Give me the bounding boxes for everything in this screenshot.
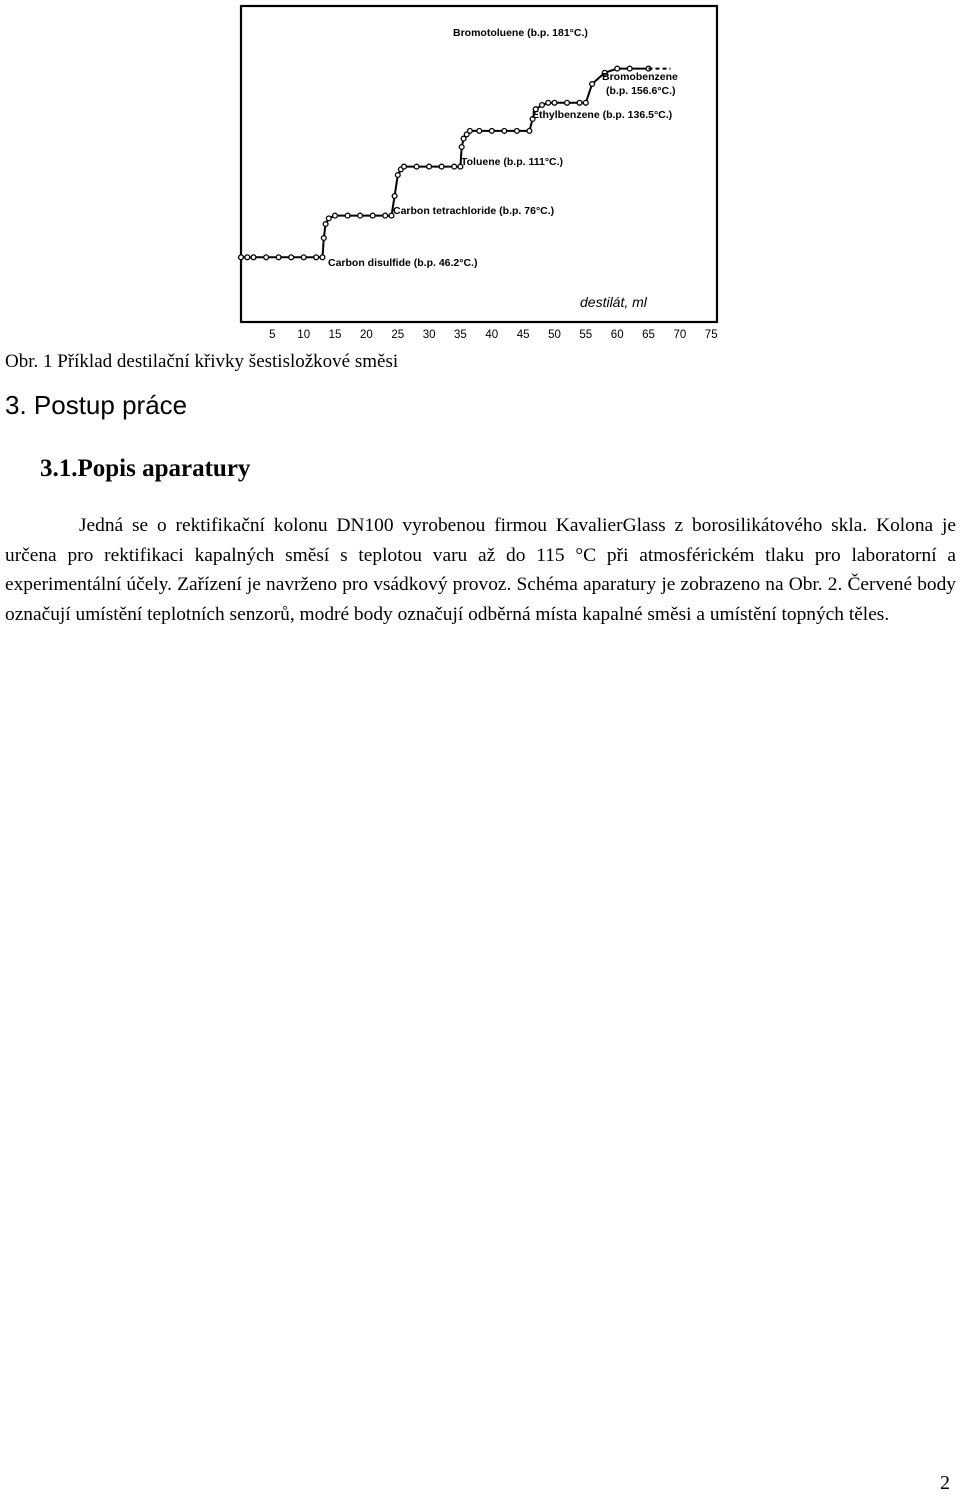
annotation-label: (b.p. 156.6°C.) bbox=[606, 85, 676, 97]
data-point bbox=[395, 173, 400, 178]
annotation-label: Carbon tetrachloride (b.p. 76°C.) bbox=[393, 205, 555, 217]
x-tick-label: 55 bbox=[579, 329, 593, 341]
data-point bbox=[515, 129, 520, 134]
distillation-curve-figure bbox=[232, 0, 722, 345]
x-tick-label: 5 bbox=[269, 329, 276, 341]
x-tick-label: 60 bbox=[610, 329, 624, 341]
data-point bbox=[502, 129, 507, 134]
subsection-title: Popis aparatury bbox=[77, 455, 251, 482]
data-point bbox=[546, 100, 551, 105]
x-tick-label: 25 bbox=[391, 329, 405, 341]
subsection-heading bbox=[40, 455, 250, 483]
x-tick-label: 45 bbox=[516, 329, 530, 341]
annotation-label: Bromotoluene (b.p. 181°C.) bbox=[453, 27, 588, 39]
figure-caption: Obr. 1 Příklad destilační křivky šestisložkové směsi bbox=[5, 351, 399, 372]
data-point bbox=[370, 213, 375, 218]
data-point bbox=[540, 103, 545, 108]
data-point bbox=[402, 164, 407, 169]
data-point bbox=[527, 129, 532, 134]
x-tick-label: 35 bbox=[454, 329, 467, 341]
x-tick-label: 75 bbox=[704, 329, 718, 341]
data-point bbox=[427, 164, 432, 169]
data-point bbox=[345, 213, 350, 218]
apparatus-description-paragraph: Jedná se o rektifikační kolonu DN100 vyrobenou firmou KavalierGlass z borosilikátového skla. Kolona je určena pro rektifikaci kapalných směsí s teplotou varu až do 115 °C při atmosférickém tlaku pro laboratorní a experimentální účely. Zařízení je navrženo pro vsádkový provoz. Schéma aparatury je zobrazeno na Obr. 2. Červené body označují umístění teplotních senzorů, modré body označují odběrná místa kapalné směsi a umístění topných těles. bbox=[5, 515, 956, 625]
data-point bbox=[333, 213, 338, 218]
x-tick-label: 40 bbox=[485, 329, 499, 341]
annotation-label: Toluene (b.p. 111°C.) bbox=[461, 156, 564, 168]
data-point bbox=[577, 100, 582, 105]
data-point bbox=[264, 255, 269, 260]
data-point bbox=[383, 213, 388, 218]
data-point bbox=[239, 255, 244, 260]
distillation-chart bbox=[232, 0, 722, 345]
data-point bbox=[468, 129, 473, 134]
x-tick-label: 20 bbox=[360, 329, 373, 341]
x-tick-label: 70 bbox=[673, 329, 687, 341]
data-point bbox=[321, 236, 326, 241]
x-axis-title: destilát, ml bbox=[580, 294, 647, 310]
data-point bbox=[289, 255, 294, 260]
data-point bbox=[320, 255, 325, 260]
data-point bbox=[439, 164, 444, 169]
data-point bbox=[358, 213, 363, 218]
data-point bbox=[392, 194, 397, 199]
data-point bbox=[301, 255, 306, 260]
data-point bbox=[276, 255, 281, 260]
x-tick-label: 10 bbox=[297, 329, 311, 341]
distillation-curve-line bbox=[241, 69, 649, 258]
data-point bbox=[489, 129, 494, 134]
data-point bbox=[323, 222, 328, 227]
data-point bbox=[452, 164, 457, 169]
data-point bbox=[583, 100, 588, 105]
annotation-label: Bromobenzene bbox=[602, 71, 678, 83]
data-point bbox=[477, 129, 482, 134]
data-point bbox=[251, 255, 256, 260]
data-point bbox=[552, 100, 557, 105]
data-point bbox=[459, 145, 464, 150]
x-tick-label: 65 bbox=[642, 329, 655, 341]
x-tick-label: 30 bbox=[422, 329, 436, 341]
x-tick-label: 50 bbox=[548, 329, 561, 341]
annotation-label: Ethylbenzene (b.p. 136.5°C.) bbox=[532, 109, 673, 121]
annotation-label: Carbon disulfide (b.p. 46.2°C.) bbox=[328, 257, 478, 269]
data-point bbox=[314, 255, 319, 260]
data-point bbox=[245, 255, 250, 260]
data-point bbox=[565, 100, 570, 105]
data-point bbox=[414, 164, 419, 169]
data-point bbox=[590, 82, 595, 87]
page-number: 2 bbox=[940, 1472, 950, 1494]
section-heading: 3. Postup práce bbox=[5, 390, 188, 420]
x-tick-label: 15 bbox=[328, 329, 342, 341]
subsection-number: 3.1. bbox=[40, 455, 78, 482]
data-point bbox=[326, 216, 331, 221]
